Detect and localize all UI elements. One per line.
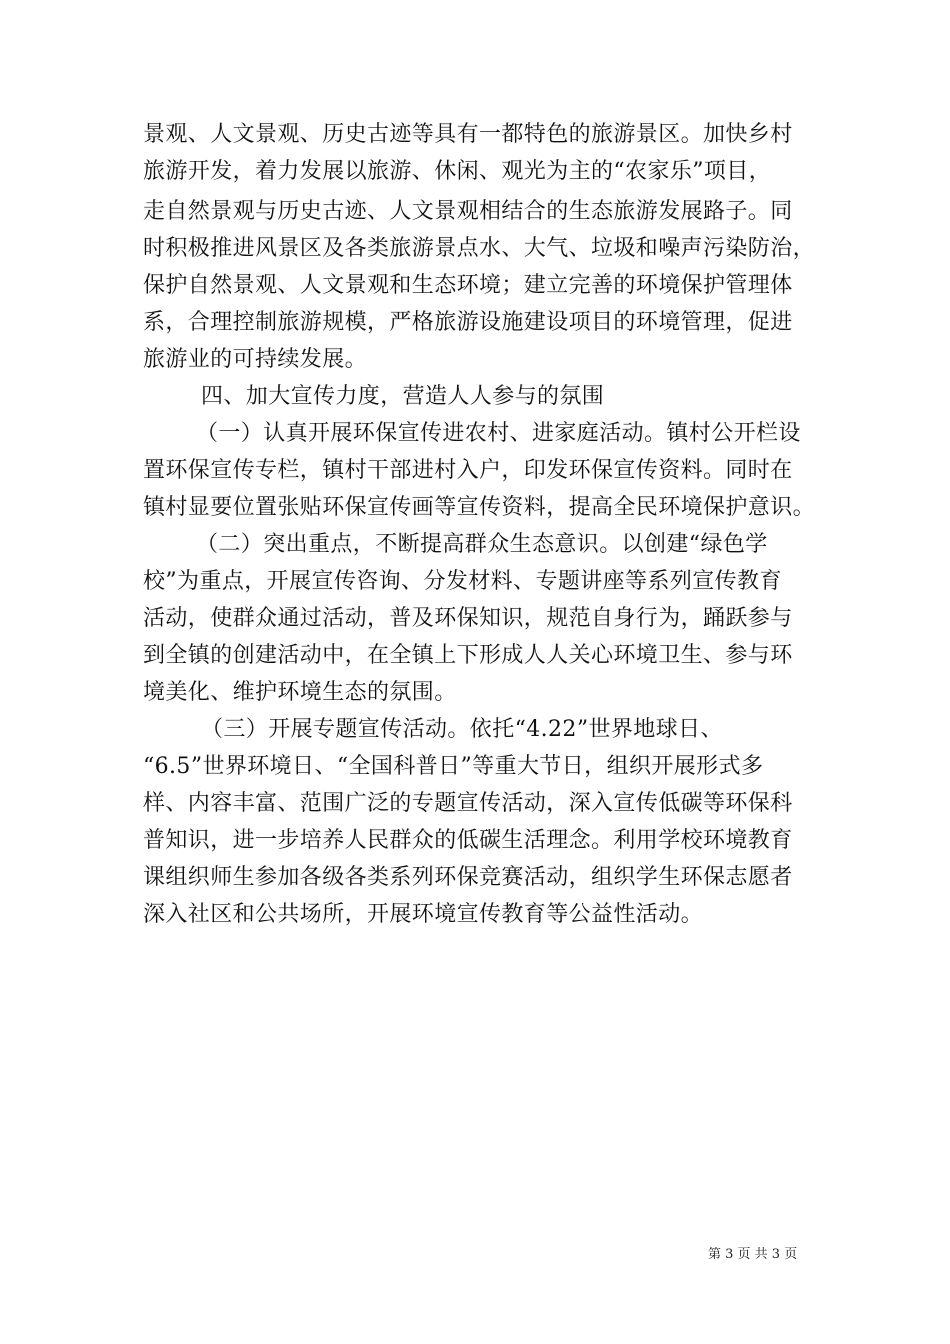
page-number-footer: 第 3 页 共 3 页 (708, 1247, 798, 1262)
text-line: 到全镇的创建活动中，在全镇上下形成人人关心环境卫生、参与环 (143, 643, 793, 668)
text-line: （一）认真开展环保宣传进农村、进家庭活动。镇村公开栏设 (196, 421, 801, 446)
text-line: 校”为重点，开展宣传咨询、分发材料、专题讲座等系列宣传教育 (143, 569, 782, 594)
text-line: 时积极推进风景区及各类旅游景点水、大气、垃圾和噪声污染防治， (143, 236, 816, 261)
text-line: 景观、人文景观、历史古迹等具有一都特色的旅游景区。加快乡村 (143, 122, 793, 147)
section-heading: 四、加大宣传力度，营造人人参与的氛围 (201, 384, 605, 409)
text-line: “6.5”世界环境日、“全国科普日”等重大节日，组织开展形式多 (143, 754, 764, 779)
text-line: 置环保宣传专栏，镇村干部进村入户，印发环保宣传资料。同时在 (143, 458, 793, 483)
text-line: 普知识，进一步培养人民群众的低碳生活理念。利用学校环境教育 (143, 828, 793, 853)
text-line: 课组织师生参加各级各类系列环保竞赛活动，组织学生环保志愿者 (143, 865, 793, 890)
text-line: 境美化、维护环境生态的氛围。 (143, 680, 457, 705)
text-line: （二）突出重点，不断提高群众生态意识。以创建“绿色学 (196, 532, 768, 557)
text-line: 深入社区和公共场所，开展环境宣传教育等公益性活动。 (143, 902, 704, 927)
text-line: 保护自然景观、人文景观和生态环境；建立完善的环境保护管理体 (143, 273, 793, 298)
text-line: 系，合理控制旅游规模，严格旅游设施建设项目的环境管理，促进 (143, 310, 793, 335)
text-line: 样、内容丰富、范围广泛的专题宣传活动，深入宣传低碳等环保科 (143, 791, 793, 816)
text-line: 走自然景观与历史古迹、人文景观相结合的生态旅游发展路子。同 (143, 199, 793, 224)
text-line: 旅游开发，着力发展以旅游、休闲、观光为主的“农家乐”项目， (143, 159, 772, 184)
text-line: 旅游业的可持续发展。 (143, 347, 368, 372)
text-line: 活动，使群众通过活动，普及环保知识，规范自身行为，踊跃参与 (143, 606, 793, 631)
text-line: 镇村显要位置张贴环保宣传画等宣传资料，提高全民环境保护意识。 (143, 495, 816, 520)
text-line: （三）开展专题宣传活动。依托“4.22”世界地球日、 (201, 717, 723, 742)
